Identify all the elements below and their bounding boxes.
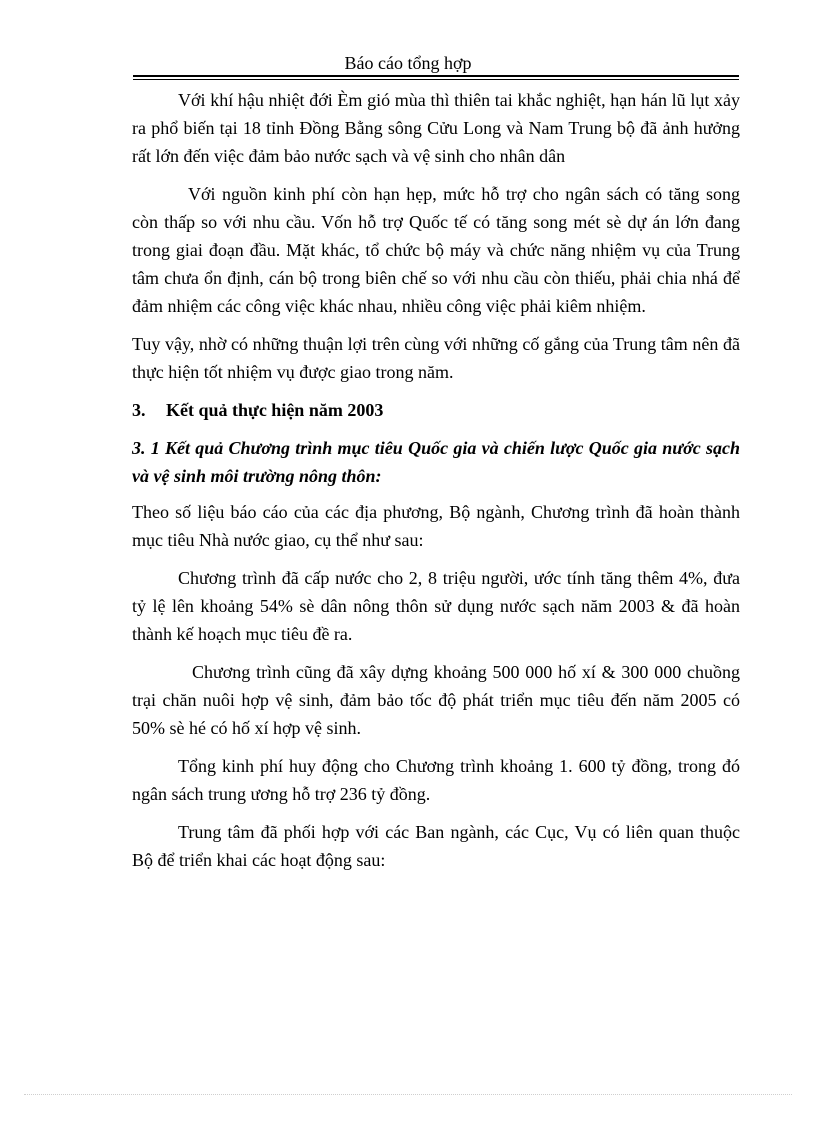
paragraph-water-supply: Chương trình đã cấp nước cho 2, 8 triệu người, ước tính tăng thêm 4%, đưa tỷ lệ lên khoảng 54% sè dân nông thôn sử dụng nước sạch năm 2003 & đã hoàn thành kế hoạch mục tiêu đề ra.	[132, 568, 740, 644]
paragraph-total-funding: Tổng kinh phí huy động cho Chương trình khoảng 1. 600 tỷ đồng, trong đó ngân sách trung ương hỗ trợ 236 tỷ đồng.	[132, 756, 740, 804]
header-rule-thick	[133, 75, 739, 77]
section-heading	[132, 396, 740, 424]
document-body	[132, 86, 740, 874]
paragraph-latrines: Chương trình cũng đã xây dựng khoảng 500 000 hố xí & 300 000 chuồng trại chăn nuôi hợp vệ sinh, đảm bảo tốc độ phát triển mục tiêu đến năm 2005 có 50% sè hé có hố xí hợp vệ sinh.	[132, 662, 740, 738]
paragraph-however: Tuy vậy, nhờ có những thuận lợi trên cùng với những cố gắng của Trung tâm nên đã thực hiện tốt nhiệm vụ được giao trong năm.	[132, 334, 740, 382]
paragraph-climate: Với khí hậu nhiệt đới Èm gió mùa thì thiên tai khắc nghiệt, hạn hán lũ lụt xảy ra phổ biến tại 18 tỉnh Đồng Bằng sông Cửu Long và Nam Trung bộ đã ảnh hưởng rất lớn đến việc đảm bảo nước sạch và vệ sinh cho nhân dân	[132, 90, 740, 166]
paragraph-funding: Với nguồn kinh phí còn hạn hẹp, mức hỗ trợ cho ngân sách có tăng song còn thấp so với nhu cầu. Vốn hỗ trợ Quốc tế có tăng song mét sè dự án lớn đang trong giai đoạn đầu. Mặt khác, tổ chức bộ máy và chức năng nhiệm vụ của Trung tâm chưa ổn định, cán bộ trong biên chế so với nhu cầu còn thiếu, phải chia nhá để đảm nhiệm các công việc khác nhau, nhiều công việc phải kiêm nhiệm.	[132, 184, 740, 316]
footer-dotted-rule	[24, 1094, 792, 1095]
header-rule-thin	[133, 79, 739, 80]
section-number: 3.	[132, 400, 146, 420]
subsection-heading: 3. 1 Kết quả Chương trình mục tiêu Quốc gia và chiến lược Quốc gia nước sạch và vệ sinh môi trường nông thôn:	[132, 438, 740, 486]
paragraph-report-data: Theo số liệu báo cáo của các địa phương, Bộ ngành, Chương trình đã hoàn thành mục tiêu Nhà nước giao, cụ thể như sau:	[132, 502, 740, 550]
section-title: Kết quả thực hiện năm 2003	[166, 400, 384, 420]
paragraph-coordination: Trung tâm đã phối hợp với các Ban ngành, các Cục, Vụ có liên quan thuộc Bộ để triển khai các hoạt động sau:	[132, 822, 740, 870]
page-header-title: Báo cáo tổng hợp	[344, 53, 472, 73]
